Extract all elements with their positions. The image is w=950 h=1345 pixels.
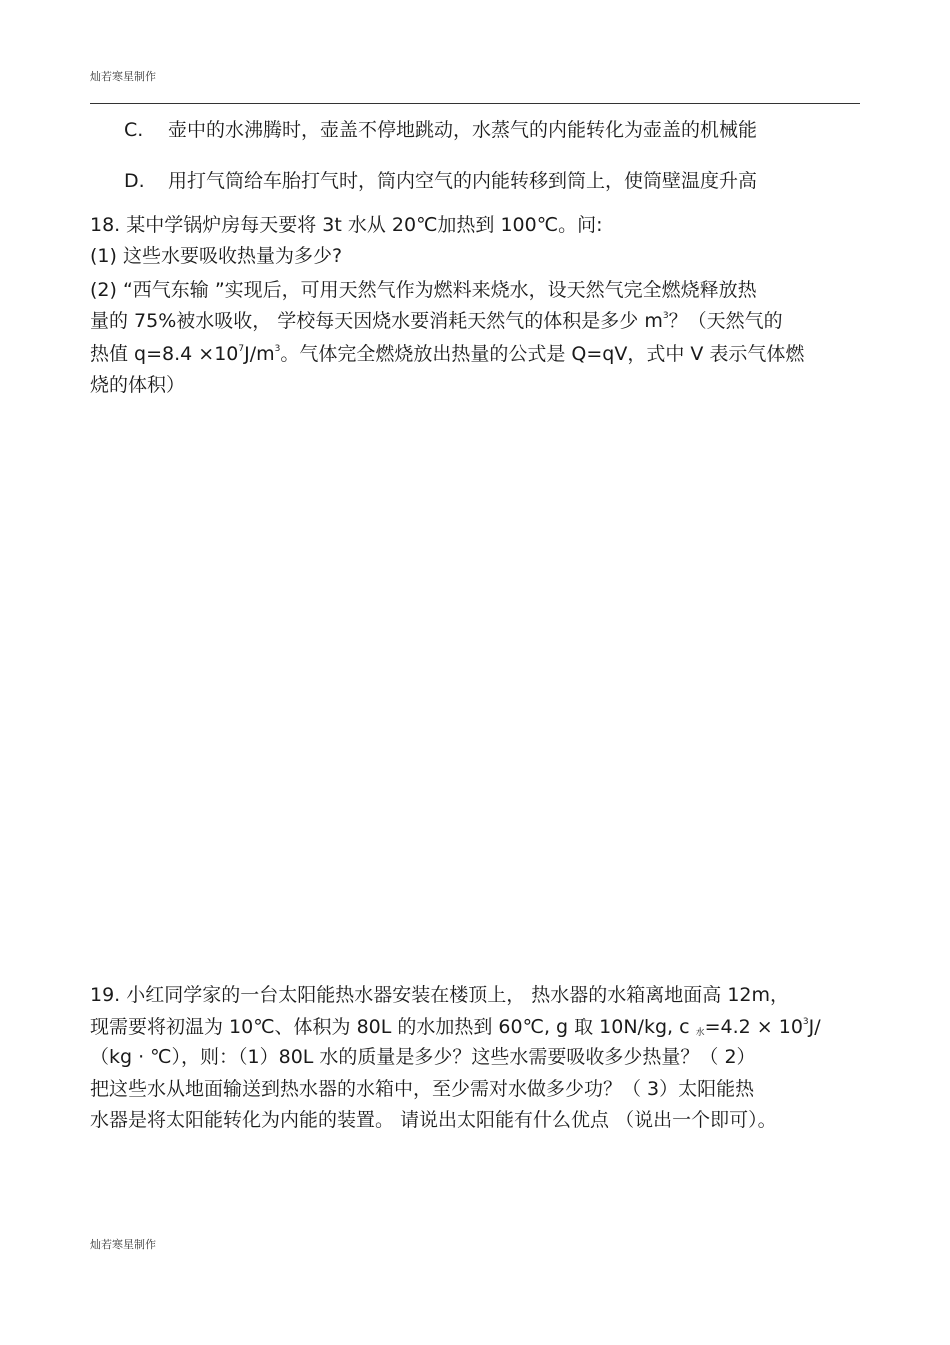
header-divider: [90, 103, 860, 104]
q18-formula-text: 。气体完全燃烧放出热量的公式是 Q=qV，式中 V 表示气体燃: [280, 343, 805, 365]
q18-part2-line3: [90, 342, 804, 366]
q19-line2-text: 现需要将初温为 10℃、体积为 80L 的水加热到 60℃, g 取 10N/kg, c: [90, 1016, 696, 1038]
option-d-letter: D.: [124, 170, 145, 192]
q18-stem: 18. 某中学锅炉房每天要将 3t 水从 20℃加热到 100℃。问:: [90, 214, 603, 236]
option-c-letter: C.: [124, 119, 144, 141]
q18-part2-line1: (2) “西气东输 ”实现后，可用天然气作为燃料来烧水，设天然气完全燃烧释放热: [90, 279, 757, 301]
q19-specific-heat-exponent: 3: [802, 1017, 809, 1027]
q18-unit-exponent: 3: [662, 311, 669, 321]
q19-line3: （kg · ℃），则：（1）80L 水的质量是多少？这些水需要吸收多少热量？（ 2）: [90, 1046, 756, 1068]
q18-heat-value-text: 热值 q=8.4 ×10: [90, 343, 239, 365]
q19-water-subscript: 水: [695, 1028, 705, 1038]
option-d-text: 用打气筒给车胎打气时，筒内空气的内能转移到筒上，使筒壁温度升高: [168, 170, 758, 192]
q19-line2: [90, 1015, 821, 1039]
q19-line5: 水器是将太阳能转化为内能的装置。 请说出太阳能有什么优点 （说出一个即可）。: [90, 1109, 777, 1131]
q18-part2-line2: [90, 309, 783, 333]
q18-heat-value-unit-exponent: 3: [274, 344, 281, 354]
q18-part2-line2-tail: ？（天然气的: [668, 310, 783, 332]
option-c-text: 壶中的水沸腾时，壶盖不停地跳动，水蒸气的内能转化为壶盖的机械能: [168, 119, 758, 141]
q18-part1: (1) 这些水要吸收热量为多少?: [90, 245, 343, 267]
q19-specific-heat-unit: J/: [808, 1016, 821, 1038]
page-header: 灿若寒星制作: [90, 70, 156, 83]
q19-line1: 19. 小红同学家的一台太阳能热水器安装在楼顶上， 热水器的水箱离地面高 12m，: [90, 984, 790, 1006]
q18-part2-line4: 烧的体积）: [90, 374, 186, 396]
q19-specific-heat: =4.2 × 10: [704, 1016, 803, 1038]
q18-heat-value-unit: J/m: [244, 343, 275, 365]
option-d: [124, 169, 757, 193]
option-c: [124, 118, 757, 142]
page-footer: 灿若寒星制作: [90, 1238, 156, 1251]
q18-part2-line2-text: 量的 75%被水吸收， 学校每天因烧水要消耗天然气的体积是多少 m: [90, 310, 663, 332]
q18-heat-value-exponent: 7: [238, 344, 245, 354]
q19-line4: 把这些水从地面输送到热水器的水箱中，至少需对水做多少功？（ 3）太阳能热: [90, 1078, 755, 1100]
